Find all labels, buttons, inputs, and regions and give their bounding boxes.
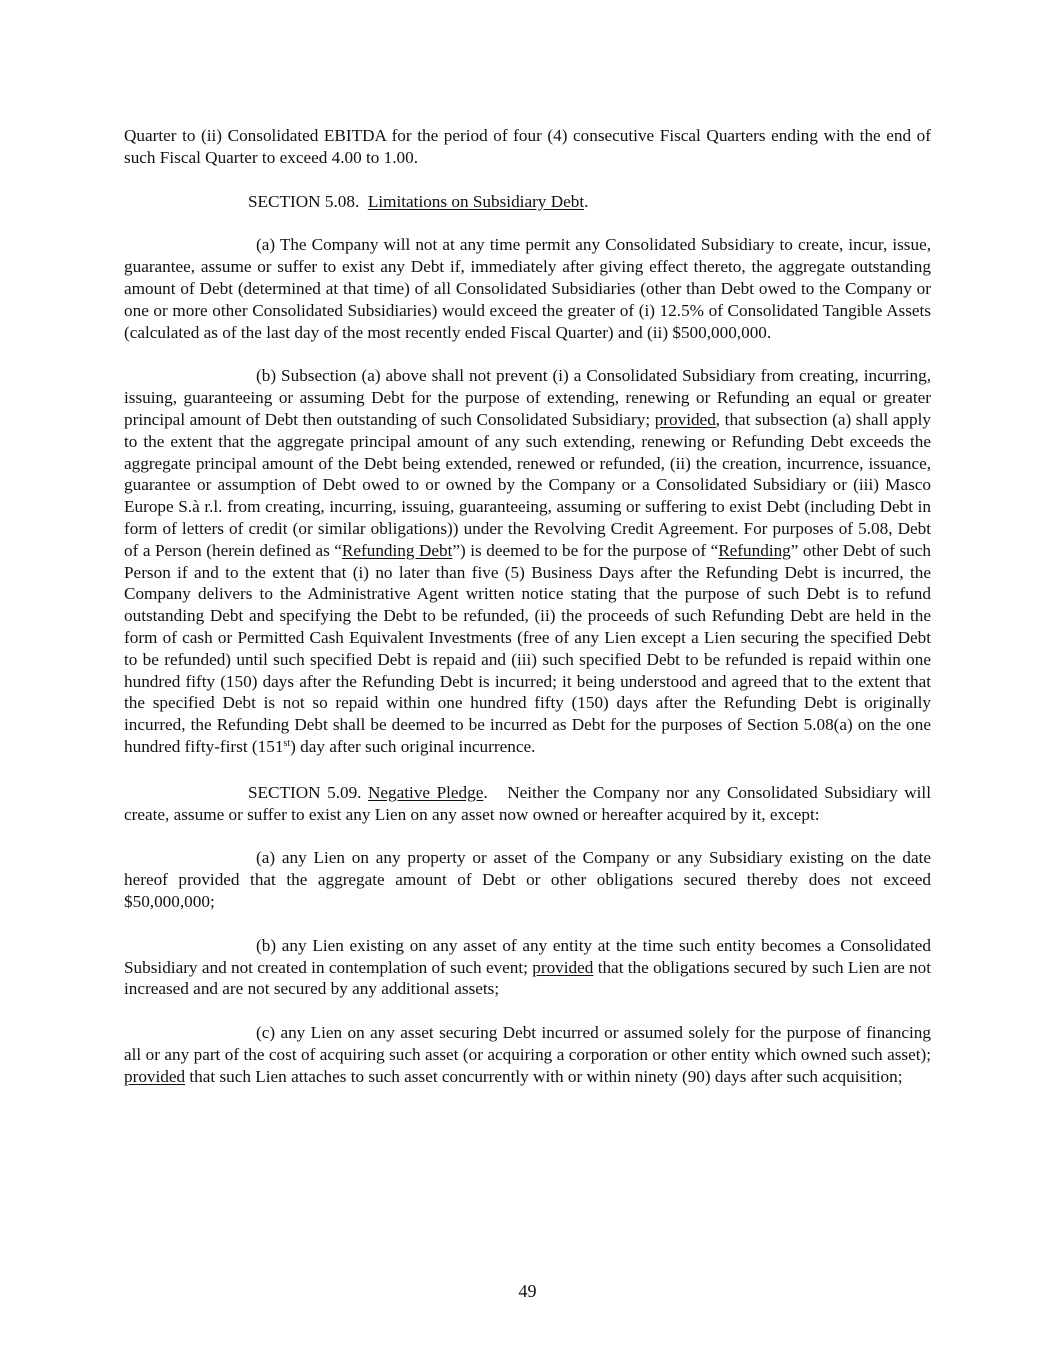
section-5-09-paragraph: SECTION 5.09. Negative Pledge. Neither the Company nor any Consolidated Subsidiary will create, assume or suffer to exist any Lien on any asset now owned or hereafter acquired by it, except: <box>124 782 936 824</box>
provided-term: provided <box>654 409 716 429</box>
refunding-debt-definition: Refunding Debt <box>341 540 453 560</box>
section-5-09-a: (a) any Lien on any property or asset of the Company or any Subsidiary existing on the date hereof provided that the aggregate amount of Debt or other obligations secured thereby does not exceed $50,000,000; <box>124 848 931 911</box>
section-5-08-number: SECTION 5.08. <box>248 191 360 211</box>
section-5-09-b: (b) any Lien existing on any asset of any entity at the time such entity becomes a Consolidated Subsidiary and not created in contemplation of such event; provided that the obligations secured by such Lien are not increased and are not secured by any additional assets; <box>124 935 931 999</box>
section-5-08-heading: SECTION 5.08. Limitations on Subsidiary Debt. <box>248 191 589 211</box>
page-number: 49 <box>518 1281 537 1301</box>
continuation-paragraph: Quarter to (ii) Consolidated EBITDA for the period of four (4) consecutive Fiscal Quarters ending with the end of such Fiscal Quarter to exceed 4.00 to 1.00. <box>124 126 931 167</box>
provided-term: provided <box>532 957 594 977</box>
document-page <box>124 125 936 1087</box>
section-5-08-a: (a) The Company will not at any time permit any Consolidated Subsidiary to create, incur, issue, guarantee, assume or suffer to exist any Debt if, immediately after giving effect thereto, the aggregate outstanding amount of Debt (determined at that time) of all Consolidated Subsidiaries (other than Debt owed to the Company or one or more other Consolidated Subsidiaries) would exceed the greater of (i) 12.5% of Consolidated Tangible Assets (calculated as of the last day of the most recently ended Fiscal Quarter) and (ii) $500,000,000. <box>124 235 931 342</box>
provided-term: provided <box>124 1066 186 1086</box>
section-5-08-title: Limitations on Subsidiary Debt <box>367 191 585 211</box>
section-5-09-number: SECTION 5.09. <box>248 782 362 802</box>
section-5-09-title: Negative Pledge <box>368 782 484 802</box>
section-5-08-b: (b) Subsection (a) above shall not prevent (i) a Consolidated Subsidiary from creating, incurring, issuing, guaranteeing or assuming Debt for the purpose of extending, renewing or Refunding an equal or greater principal amount of Debt then outstanding of such Consolidated Subsidiary; provided, that subsection (a) shall apply to the extent that the aggregate principal amount of any such extending, renewing or Refunding Debt exceeds the aggregate principal amount of the Debt being extended, renewed or refunded, (ii) the creation, incurrence, issuance, guarantee or assumption of Debt owed to or owned by the Company or a Consolidated Subsidiary or (iii) Masco Europe S.à r.l. from creating, incurring, issuing, guaranteeing, assuming or suffering to exist Debt (including Debt in form of letters of credit (or similar obligations)) under the Revolving Credit Agreement. For purposes of 5.08, Debt of a Person (herein defined as “Refunding Debt”) is deemed to be for the purpose of “Refunding” other Debt of such Person if and to the extent that (i) no later than five (5) Business Days after the Refunding Debt is incurred, the Company delivers to the Administrative Agent written notice stating that the purpose of such Debt is to refund outstanding Debt and specifying the Debt to be refunded, (ii) the proceeds of such Refunding Debt are held in the form of cash or Permitted Cash Equivalent Investments (free of any Lien except a Lien securing the specified Debt to be refunded) until such specified Debt is repaid and (iii) such specified Debt to be refunded is repaid within one hundred fifty (150) days after the Refunding Debt is incurred; it being understood and agreed that to the extent that the specified Debt is not so repaid within one hundred fifty (150) days after the Refunding Debt is originally incurred, the Refunding Debt shall be deemed to be incurred as Debt for the purposes of Section 5.08(a) on the one hundred fifty-first (151st) day after such original incurrence. <box>124 366 931 756</box>
refunding-definition: Refunding <box>718 540 791 560</box>
ordinal-superscript: st <box>283 737 291 749</box>
section-5-09-c: (c) any Lien on any asset securing Debt incurred or assumed solely for the purpose of financing all or any part of the cost of acquiring such asset (or acquiring a corporation or other entity which owned such asset); provided that such Lien attaches to such asset concurrently with or within ninety (90) days after such acquisition; <box>124 1023 931 1086</box>
